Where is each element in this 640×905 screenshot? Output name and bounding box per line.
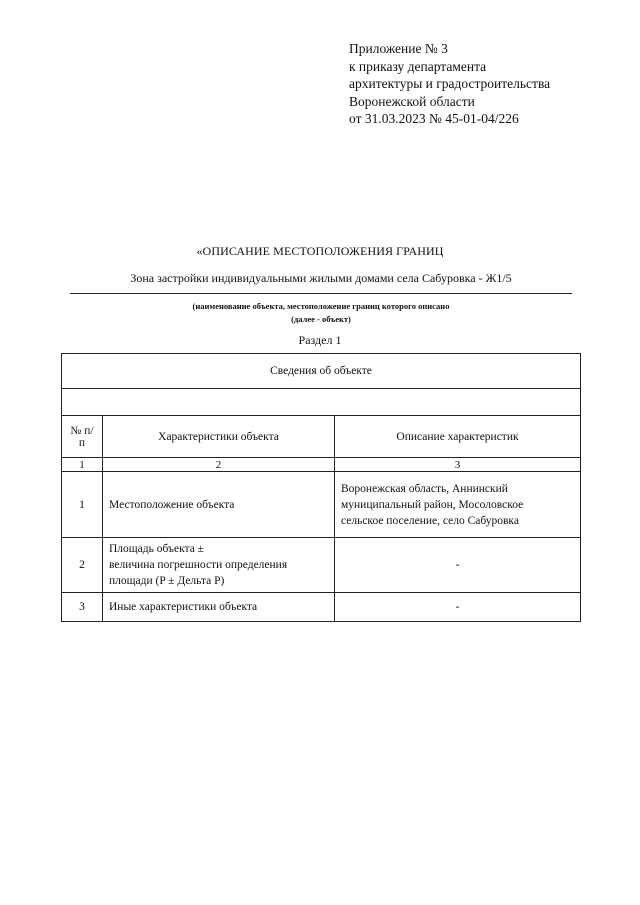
document-title: «ОПИСАНИЕ МЕСТОПОЛОЖЕНИЯ ГРАНИЦ	[196, 244, 444, 258]
empty-cell	[62, 389, 581, 416]
column-index-row	[62, 458, 581, 472]
description-line: сельское поселение, село Сабуровка	[341, 514, 519, 527]
table-heading-row	[62, 354, 581, 389]
approval-line: архитектуры и градостроительства	[349, 76, 551, 91]
table-row	[62, 472, 581, 538]
row-description	[335, 472, 581, 538]
row-number: 2	[62, 538, 103, 593]
column-index: 2	[103, 458, 335, 472]
approval-line: Воронежской области	[349, 93, 475, 109]
table-heading: Сведения об объекте	[62, 354, 581, 389]
approval-line: Приложение № 3	[349, 41, 448, 56]
column-header-description: Описание характеристик	[335, 416, 581, 458]
object-name-caption	[70, 300, 572, 326]
approval-block	[349, 40, 550, 128]
object-name: Зона застройки индивидуальными жилыми домами села Сабуровка - Ж1/5	[70, 271, 572, 294]
characteristic-line: Местоположение объекта	[109, 498, 235, 511]
table-empty-row	[62, 389, 581, 416]
description-line: муниципальный район, Мосоловское	[341, 498, 524, 511]
column-header-characteristics: Характеристики объекта	[103, 416, 335, 458]
column-header-row	[62, 416, 581, 458]
row-description: -	[335, 593, 581, 622]
characteristic-line: величина погрешности определения	[109, 559, 288, 571]
column-index: 3	[335, 458, 581, 472]
characteristic-line: Иные характеристики объекта	[109, 601, 258, 613]
row-characteristic	[103, 593, 335, 622]
description-line: Воронежская область, Аннинский	[341, 482, 508, 495]
column-header-num: № п/п	[62, 416, 103, 458]
section-label: Раздел 1	[298, 333, 342, 347]
row-characteristic	[103, 538, 335, 593]
characteristic-line: площади (P ± Дельта P)	[109, 575, 225, 587]
row-characteristic	[103, 472, 335, 538]
row-number: 3	[62, 593, 103, 622]
caption-line: (наименование объекта, местоположение границ которого описано	[192, 301, 450, 311]
table-row	[62, 593, 581, 622]
column-index: 1	[62, 458, 103, 472]
table-row	[62, 538, 581, 593]
characteristic-line: Площадь объекта ±	[109, 543, 204, 555]
approval-line: от 31.03.2023 № 45-01-04/226	[349, 111, 519, 126]
approval-line: к приказу департамента	[349, 58, 487, 74]
row-description: -	[335, 538, 581, 593]
caption-line: (далее - объект)	[291, 314, 351, 324]
object-info-table	[61, 353, 581, 622]
row-number: 1	[62, 472, 103, 538]
